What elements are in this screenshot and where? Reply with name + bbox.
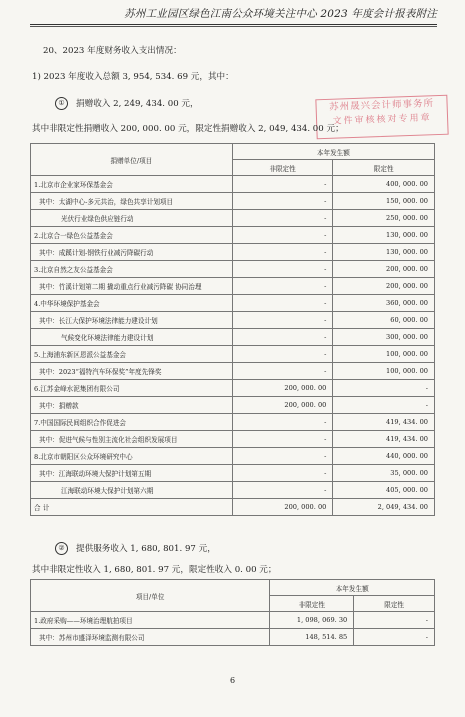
total-income-line: 1) 2023 年度收入总额 3, 954, 534. 69 元，其中： bbox=[32, 72, 234, 82]
row-restricted: 405, 000. 00 bbox=[333, 482, 435, 499]
row-label: 江海联动环境大保护计划第六期 bbox=[31, 482, 233, 499]
header-year: 本年发生额 bbox=[232, 144, 434, 160]
table-row bbox=[31, 210, 435, 227]
table-row bbox=[31, 346, 435, 363]
row-restricted: 35, 000. 00 bbox=[333, 465, 435, 482]
row-label: 其中：竹溪计划第二期 撬动重点行业减污降碳 协同治理 bbox=[31, 278, 233, 295]
row-restricted: 2, 049, 434. 00 bbox=[333, 499, 435, 516]
row-label: 其中：太湖中心-多元共治，绿色共享计划项目 bbox=[31, 193, 233, 210]
row-restricted: - bbox=[354, 629, 435, 646]
row-nonrestricted: - bbox=[232, 295, 333, 312]
page-header: 苏州工业园区绿色江南公众环境关注中心 2023 年度会计报表附注 bbox=[30, 6, 437, 25]
row-label: 7.中国国际民间组织合作促进会 bbox=[31, 414, 233, 431]
row-label: 其中：长江大保护环境法律能力建设计划 bbox=[31, 312, 233, 329]
row-restricted: - bbox=[333, 380, 435, 397]
row-restricted: 200, 000. 00 bbox=[333, 278, 435, 295]
header-unit: 捐赠单位/项目 bbox=[31, 144, 233, 176]
row-nonrestricted: - bbox=[232, 448, 333, 465]
row-restricted: 60, 000. 00 bbox=[333, 312, 435, 329]
row-label: 合 计 bbox=[31, 499, 233, 516]
row-nonrestricted: - bbox=[232, 278, 333, 295]
service-summary: 其中非限定性收入 1, 680, 801. 97 元，限定性收入 0. 00 元； bbox=[32, 565, 277, 575]
row-restricted: 300, 000. 00 bbox=[333, 329, 435, 346]
service-table bbox=[30, 579, 435, 646]
row-nonrestricted: - bbox=[232, 193, 333, 210]
row-label: 3.北京自然之友公益基金会 bbox=[31, 261, 233, 278]
row-label: 4.中华环境保护基金会 bbox=[31, 295, 233, 312]
table-row bbox=[31, 278, 435, 295]
table-row bbox=[31, 295, 435, 312]
item-marker: ① bbox=[55, 97, 68, 110]
section-title: 20、2023 年度财务收入支出情况： bbox=[43, 46, 182, 56]
table-row bbox=[31, 414, 435, 431]
row-nonrestricted: - bbox=[232, 329, 333, 346]
header-restricted: 限定性 bbox=[354, 596, 435, 612]
row-nonrestricted: - bbox=[232, 261, 333, 278]
table-row bbox=[31, 312, 435, 329]
row-label: 其中：促进气候与性别主流化社会组织发展项目 bbox=[31, 431, 233, 448]
row-label: 6.江苏金峰水泥集团有限公司 bbox=[31, 380, 233, 397]
row-restricted: 130, 000. 00 bbox=[333, 227, 435, 244]
table-row bbox=[31, 193, 435, 210]
donation-income-text: 捐赠收入 2, 249, 434. 00 元， bbox=[76, 99, 199, 109]
header-restricted: 限定性 bbox=[333, 160, 435, 176]
table-row bbox=[31, 329, 435, 346]
table-row bbox=[31, 176, 435, 193]
stamp-line-1: 苏州晟兴会计师事务所 bbox=[328, 98, 435, 113]
row-restricted: 100, 000. 00 bbox=[333, 363, 435, 380]
row-label: 其中：成蹊计划-钢铁行业减污降碳行动 bbox=[31, 244, 233, 261]
row-restricted: 419, 434. 00 bbox=[333, 431, 435, 448]
table-row bbox=[31, 261, 435, 278]
stamp-line-2: 文件审核核对专用章 bbox=[332, 113, 432, 127]
row-restricted: - bbox=[354, 612, 435, 629]
row-nonrestricted: - bbox=[232, 414, 333, 431]
row-nonrestricted: - bbox=[232, 227, 333, 244]
header-unit: 项目/单位 bbox=[31, 580, 270, 612]
item-marker: ② bbox=[55, 542, 68, 555]
table-row bbox=[31, 397, 435, 414]
table-row bbox=[31, 431, 435, 448]
row-label: 2.北京合一绿色公益基金会 bbox=[31, 227, 233, 244]
table-row bbox=[31, 465, 435, 482]
table-row bbox=[31, 363, 435, 380]
row-nonrestricted: - bbox=[232, 431, 333, 448]
row-label: 光伏行业绿色供应链行动 bbox=[31, 210, 233, 227]
row-restricted: 100, 000. 00 bbox=[333, 346, 435, 363]
row-nonrestricted: - bbox=[232, 363, 333, 380]
row-label: 5.上海浦东新区恩派公益基金会 bbox=[31, 346, 233, 363]
service-income-line bbox=[55, 542, 216, 555]
row-label: 1.北京市企业家环保基金会 bbox=[31, 176, 233, 193]
donation-summary: 其中非限定性捐赠收入 200, 000. 00 元，限定性捐赠收入 2, 049, 434. 00 元； bbox=[32, 124, 344, 134]
row-nonrestricted: 200, 000. 00 bbox=[232, 397, 333, 414]
row-label: 8.北京市朝阳区公众环境研究中心 bbox=[31, 448, 233, 465]
row-nonrestricted: 200, 000. 00 bbox=[232, 499, 333, 516]
row-label: 气候变化环境法律能力建设计划 bbox=[31, 329, 233, 346]
service-income-text: 提供服务收入 1, 680, 801. 97 元， bbox=[76, 544, 216, 554]
header-nonrestricted: 非限定性 bbox=[270, 596, 354, 612]
row-nonrestricted: - bbox=[232, 244, 333, 261]
donation-table bbox=[30, 143, 435, 516]
table-row bbox=[31, 499, 435, 516]
header-year: 本年发生额 bbox=[270, 580, 435, 596]
row-nonrestricted: 1, 098, 069. 30 bbox=[270, 612, 354, 629]
row-nonrestricted: - bbox=[232, 346, 333, 363]
table-header-row bbox=[31, 144, 435, 160]
table-row bbox=[31, 380, 435, 397]
table-header-row bbox=[31, 580, 435, 596]
row-restricted: 150, 000. 00 bbox=[333, 193, 435, 210]
row-restricted: 360, 000. 00 bbox=[333, 295, 435, 312]
donation-income-line bbox=[55, 97, 199, 110]
row-label: 其中：捐赠款 bbox=[31, 397, 233, 414]
row-nonrestricted: - bbox=[232, 482, 333, 499]
table-row bbox=[31, 482, 435, 499]
row-nonrestricted: 148, 514. 85 bbox=[270, 629, 354, 646]
row-restricted: 440, 000. 00 bbox=[333, 448, 435, 465]
row-restricted: 250, 000. 00 bbox=[333, 210, 435, 227]
table-row bbox=[31, 227, 435, 244]
row-restricted: 200, 000. 00 bbox=[333, 261, 435, 278]
table-row bbox=[31, 629, 435, 646]
row-restricted: - bbox=[333, 397, 435, 414]
row-label: 1.政府采购——环境治理航拍项目 bbox=[31, 612, 270, 629]
row-nonrestricted: 200, 000. 00 bbox=[232, 380, 333, 397]
table-row bbox=[31, 612, 435, 629]
row-nonrestricted: - bbox=[232, 312, 333, 329]
row-restricted: 419, 434. 00 bbox=[333, 414, 435, 431]
row-restricted: 130, 000. 00 bbox=[333, 244, 435, 261]
row-nonrestricted: - bbox=[232, 176, 333, 193]
table-row bbox=[31, 448, 435, 465]
row-nonrestricted: - bbox=[232, 210, 333, 227]
header-nonrestricted: 非限定性 bbox=[232, 160, 333, 176]
row-nonrestricted: - bbox=[232, 465, 333, 482]
table-row bbox=[31, 244, 435, 261]
row-label: 其中：2023“福特汽车环保奖”年度先锋奖 bbox=[31, 363, 233, 380]
row-restricted: 400, 000. 00 bbox=[333, 176, 435, 193]
page-number: 6 bbox=[229, 676, 236, 685]
row-label: 其中：江海联动环境大保护计划第五期 bbox=[31, 465, 233, 482]
row-label: 其中：苏州市盛泽环境监测有限公司 bbox=[31, 629, 270, 646]
